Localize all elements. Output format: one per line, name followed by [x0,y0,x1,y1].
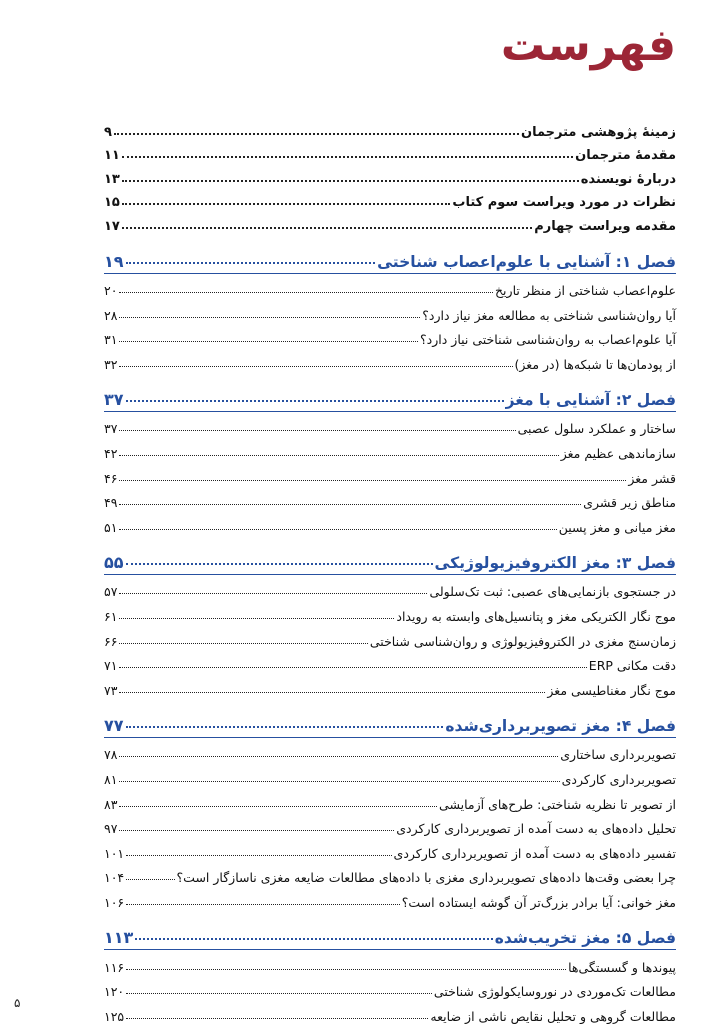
toc-entry-page-number: ۵۷ [104,584,118,600]
toc-front-matter-item-label: زمینهٔ پژوهشی مترجمان [520,124,676,140]
toc-front-matter-item-label: نظرات در مورد ویراست سوم کتاب [452,195,676,210]
toc-entry[interactable] [104,950,676,975]
dot-leader [126,879,174,880]
dot-leader [119,618,394,619]
toc-entry-label: آیا علوم‌اعصاب به روان‌شناسی شناختی نیاز دارد؟ [420,332,676,348]
chapter-section [104,544,676,698]
toc-entry-page-number: ۵۱ [104,519,118,535]
toc-entry-label: از پودمان‌ها تا شبکه‌ها (در مغز) [514,356,676,372]
toc-entry[interactable] [104,624,676,649]
dot-leader [122,156,573,158]
toc-entry-label: دقت مکانی ERP [588,658,676,674]
dot-leader [119,692,545,693]
toc-chapter-heading-page-number: ۳۷ [104,389,124,409]
dot-leader [126,726,444,728]
dot-leader [119,366,512,367]
toc-entry-page-number: ۶۶ [104,633,118,649]
toc-entry[interactable] [104,673,676,698]
toc-chapter-heading-page-number: ۱۹ [104,251,124,271]
toc-entry-label: تحلیل داده‌های به دست آمده از تصویربرداری کارکردی [396,821,676,837]
toc-entry-page-number: ۴۹ [104,495,118,511]
dot-leader [126,993,432,994]
toc-entry[interactable] [104,836,676,861]
toc-entry-label: در جستجوی بازنمایی‌های عصبی: ثبت تک‌سلولی [429,584,676,600]
toc-entry-page-number: ۴۶ [104,470,118,486]
toc-chapter-heading-label: فصل ۲: آشنایی با مغز [505,390,676,409]
toc-chapter-heading-page-number: ۷۷ [104,715,124,735]
toc-entry[interactable] [104,412,676,437]
toc-entry-page-number: ۱۲۵ [104,1008,125,1024]
dot-leader [119,455,558,456]
toc-entry-label: موج نگار مغناطیسی مغز [547,682,676,698]
dot-leader [126,400,504,402]
toc-entry[interactable] [104,599,676,624]
toc-entry[interactable] [104,461,676,486]
toc-entry[interactable] [104,575,676,600]
toc-entry-label: مغز میانی و مغز پسین [558,519,676,535]
dot-leader [126,855,391,856]
toc-entry-label: چرا بعضی وقت‌ها داده‌های تصویربرداری مغزی با داده‌های مطالعات ضایعه مغزی ناسازگار است؟ [176,870,676,886]
toc-entry-label: مناطق زیر قشری [583,495,676,511]
toc-entry-page-number: ۶۱ [104,609,118,625]
toc-entry-label: ساختار و عملکرد سلول عصبی [517,421,676,437]
chapter-section [104,243,676,372]
toc-entry[interactable] [104,510,676,535]
toc-chapter-heading[interactable] [104,381,676,412]
toc-entry-label: تصویربرداری ساختاری [560,747,676,763]
toc-entry[interactable] [104,323,676,348]
toc-front-matter-item-page-number: ۹ [104,124,112,140]
toc-entry-page-number: ۳۲ [104,356,118,372]
toc-chapter-heading-label: فصل ۵: مغز تخریب‌شده [494,928,676,947]
toc-entry[interactable] [104,861,676,886]
toc-entry-label: از تصویر تا نظریه شناختی: طرح‌های آزمایشی [439,796,676,812]
toc-chapter-heading[interactable] [104,919,676,950]
dot-leader [119,504,581,505]
toc-entry-label: تصویربرداری کارکردی [561,772,676,787]
dot-leader [119,480,626,481]
dot-leader [119,667,586,668]
chapter-section [104,381,676,535]
toc-entry-page-number: ۷۳ [104,682,118,698]
toc-front-matter-item-label: مقدمهٔ مترجمان [575,148,676,163]
dot-leader [114,133,519,135]
dot-leader [119,317,420,318]
table-of-contents [104,116,676,1024]
toc-chapter-heading[interactable] [104,243,676,274]
dot-leader [122,227,532,229]
front-matter-list [104,116,676,234]
toc-entry-page-number: ۱۱۶ [104,959,125,975]
toc-entry-label: مغز خوانی: آیا برادر بزرگ‌تر آن گوشه ایستاده است؟ [401,894,676,910]
toc-entry-page-number: ۸۱ [104,772,118,787]
toc-chapter-heading-page-number: ۵۵ [104,552,124,572]
dot-leader [119,529,556,530]
toc-entry-label: قشر مغز [628,470,676,486]
chapter-section [104,919,676,1024]
toc-front-matter-item-label: دربارهٔ نویسنده [580,171,676,187]
dot-leader [119,643,367,644]
toc-front-matter-item[interactable] [104,140,676,164]
toc-entry-label: سازماندهی عظیم مغز [560,446,676,462]
toc-entry[interactable] [104,885,676,910]
toc-entry-page-number: ۱۰۶ [104,894,125,910]
toc-entry-page-number: ۷۸ [104,747,118,763]
toc-entry[interactable] [104,274,676,299]
toc-front-matter-item-page-number: ۱۷ [104,218,120,234]
dot-leader [119,341,418,342]
toc-entry-page-number: ۴۲ [104,446,118,462]
toc-entry[interactable] [104,999,676,1024]
toc-chapter-heading[interactable] [104,544,676,575]
toc-entry[interactable] [104,812,676,837]
dot-leader [119,292,493,293]
dot-leader [119,593,427,594]
toc-entry-page-number: ۷۱ [104,658,118,674]
dot-leader [135,938,492,940]
page-number: ۵ [14,996,21,1010]
toc-front-matter-item[interactable] [104,187,676,211]
toc-entry-page-number: ۱۲۰ [104,984,125,1000]
dot-leader [119,830,394,831]
toc-front-matter-item-page-number: ۱۱ [104,148,120,163]
toc-chapter-heading-label: فصل ۴: مغز تصویربرداری‌شده [445,716,676,735]
toc-entry-page-number: ۱۰۱ [104,845,125,861]
toc-entry-page-number: ۳۷ [104,421,118,437]
toc-entry-label: آیا روان‌شناسی شناختی به مطالعه مغز نیاز دارد؟ [422,307,676,323]
dot-leader [119,781,559,782]
dot-leader [122,203,451,205]
toc-entry[interactable] [104,347,676,372]
toc-entry[interactable] [104,762,676,787]
toc-entry-label: تفسیر داده‌های به دست آمده از تصویربرداری کارکردی [393,845,676,861]
toc-entry-page-number: ۹۷ [104,821,118,837]
toc-entry-page-number: ۱۰۴ [104,870,125,886]
toc-entry[interactable] [104,975,676,1000]
dot-leader [126,563,433,565]
toc-chapter-heading-page-number: ۱۱۳ [104,927,134,947]
toc-front-matter-item[interactable] [104,163,676,187]
toc-front-matter-item[interactable] [104,116,676,140]
toc-chapter-heading-label: فصل ۳: مغز الکتروفیزیولوژیکی [434,553,676,572]
toc-entry-label: علوم‌اعصاب شناختی از منظر تاریخ [494,283,676,299]
toc-entry-page-number: ۲۸ [104,307,118,323]
toc-entry[interactable] [104,649,676,674]
dot-leader [126,904,400,905]
toc-entry[interactable] [104,738,676,763]
toc-entry-page-number: ۳۱ [104,332,118,348]
dot-leader [119,806,437,807]
toc-entry-page-number: ۸۳ [104,796,118,812]
chapter-section [104,707,676,910]
dot-leader [122,180,579,182]
toc-entry-label: زمان‌سنج مغزی در الکتروفیزیولوژی و روان‌شناسی شناختی [369,633,676,649]
dot-leader [126,262,376,264]
toc-entry[interactable] [104,298,676,323]
page-title: فهرست [500,20,676,71]
dot-leader [126,1018,428,1019]
chapter-list [104,243,676,1024]
toc-front-matter-item-label: مقدمه ویراست چهارم [534,218,676,234]
dot-leader [126,969,566,970]
toc-entry-label: موج نگار الکتریکی مغز و پتانسیل‌های وابسته به رویداد [396,609,676,625]
toc-entry[interactable] [104,787,676,812]
dot-leader [119,756,558,757]
toc-front-matter-item-page-number: ۱۵ [104,195,120,210]
toc-entry[interactable] [104,486,676,511]
toc-front-matter-item[interactable] [104,210,676,234]
dot-leader [119,430,515,431]
toc-front-matter-item-page-number: ۱۳ [104,171,120,187]
toc-chapter-heading[interactable] [104,707,676,738]
toc-entry[interactable] [104,436,676,461]
toc-entry-label: پیوندها و گسستگی‌ها [568,959,676,975]
toc-entry-label: مطالعات تک‌موردی در نوروسایکولوژی شناختی [433,984,676,1000]
toc-chapter-heading-label: فصل ۱: آشنایی با علوم‌اعصاب شناختی [377,252,676,271]
toc-entry-page-number: ۲۰ [104,283,118,299]
toc-entry-label: مطالعات گروهی و تحلیل نقایص ناشی از ضایعه [430,1008,676,1024]
